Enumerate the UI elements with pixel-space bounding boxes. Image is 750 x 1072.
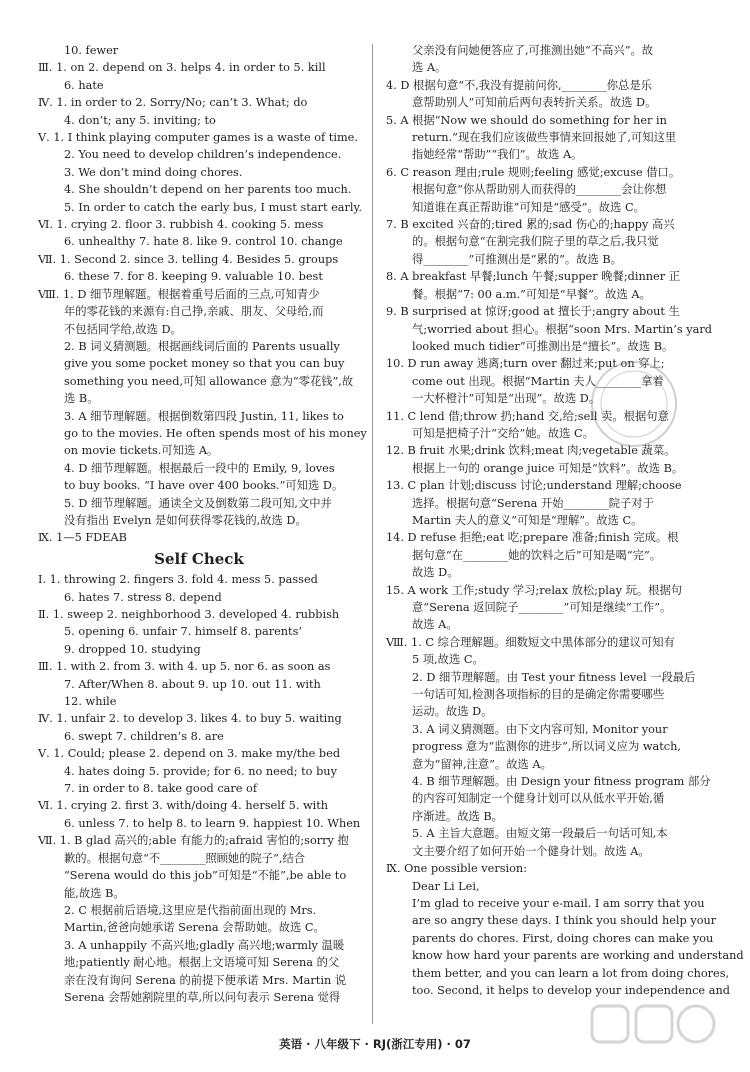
answer-line: 7. B excited 兴奋的;tired 累的;sad 伤心的;happy 高兴 <box>386 218 675 232</box>
answer-line: 故选 D。 <box>412 566 459 580</box>
answer-line: 能,故选 B。 <box>64 886 125 900</box>
answer-line: Ⅴ. 1. I think playing computer games is a waste of time. <box>38 131 358 145</box>
answer-line: Ⅰ. 1. throwing 2. fingers 3. fold 4. mess 5. passed <box>38 573 318 587</box>
answer-line: 没有指出 Evelyn 是如何获得零花钱的,故选 D。 <box>64 513 307 527</box>
answer-line: 3. We don’t mind doing chores. <box>64 165 243 179</box>
answer-line: 年的零花钱的来源有:自己挣,亲戚、朋友、父母给,而 <box>64 305 324 319</box>
answer-line: 3. A 细节理解题。根据倒数第四段 Justin, 11, likes to <box>64 409 344 423</box>
answer-line: 的内容可知制定一个健身计划可以从低水平开始,循 <box>412 792 665 806</box>
answer-line: 4. hates doing 5. provide; for 6. no need; to buy <box>64 764 337 778</box>
answer-line: 5. D 细节理解题。通读全文及倒数第二段可知,文中并 <box>64 496 332 510</box>
answer-line: 6. unhealthy 7. hate 8. like 9. control 10. change <box>64 235 343 249</box>
answer-line: them better, and you can learn a lot from doing chores, <box>412 966 730 980</box>
page-footer: 英语 · 八年级下 · RJ(浙江专用) · 07 <box>279 1037 471 1051</box>
answer-line: Ⅷ. 1. D 细节理解题。根据着重号后面的三点,可知青少 <box>38 287 320 301</box>
right-column <box>386 42 744 999</box>
answer-line: give you some pocket money so that you can buy <box>64 357 345 371</box>
answer-line: 意“Serena 返回院子________”可知是继续“工作”。 <box>412 601 672 614</box>
answer-line: Martin,爸爸向她承诺 Serena 会帮助她。故选 C。 <box>64 921 325 935</box>
answer-line: 2. D 细节理解题。由 Test your fitness level 一段最后 <box>412 670 696 684</box>
answer-line: Ⅵ. 1. crying 2. first 3. with/doing 4. herself 5. with <box>38 799 329 813</box>
answer-line: 11. C lend 借;throw 扔;hand 交,给;sell 卖。根据句意 <box>386 409 669 423</box>
answer-line: 选 A。 <box>412 61 447 75</box>
answer-line: I’m glad to receive your e-mail. I am sorry that you <box>412 896 705 910</box>
answer-line: 一句话可知,检测各项指标的目的是确定你需要哪些 <box>412 688 665 702</box>
answer-line: 6. unless 7. to help 8. to learn 9. happiest 10. When <box>64 816 361 830</box>
answer-line: 6. hate <box>64 78 104 92</box>
answer-line: Serena 会帮她割院里的草,所以问句表示 Serena 觉得 <box>64 990 341 1004</box>
answer-line: 序渐进。故选 B。 <box>412 809 503 823</box>
watermark-logo-icon <box>590 1002 720 1058</box>
answer-line: 6. these 7. for 8. keeping 9. valuable 10. best <box>64 270 323 284</box>
answer-line: 3. A unhappily 不高兴地;gladly 高兴地;warmly 温暖 <box>64 938 345 952</box>
answer-line: 亲在没有询问 Serena 的前提下便承诺 Mrs. Martin 说 <box>64 973 347 987</box>
section-title: Self Check <box>154 549 244 568</box>
left-column <box>38 42 367 1006</box>
answer-line: 7. After/When 8. about 9. up 10. out 11. with <box>64 677 321 691</box>
answer-line: 歉的。根据句意“不________照顾她的院子”,结合 <box>64 851 306 865</box>
answer-line: something you need,可知 allowance 意为“零花钱”,故 <box>64 374 354 388</box>
answer-line: 地;patiently 耐心地。根据上文语境可知 Serena 的父 <box>64 956 340 970</box>
answers-self-check <box>38 571 360 1006</box>
answer-line: 5. A 根据“Now we should do something for her in <box>386 113 667 127</box>
answer-line: Ⅸ. One possible version: <box>386 862 528 876</box>
answer-line: to buy books. “I have over 400 books.”可知选 D。 <box>64 479 344 493</box>
answer-line: 13. C plan 计划;discuss 讨论;understand 理解;choose <box>386 479 682 493</box>
answer-line: 14. D refuse 拒绝;eat 吃;prepare 准备;finish 完成。根 <box>386 531 679 545</box>
answer-line: 15. A work 工作;study 学习;relax 放松;play 玩。根据句 <box>386 583 683 597</box>
answer-line: 可知是把椅子汁“交给”她。故选 C。 <box>412 426 594 440</box>
answer-line: 4. She shouldn’t depend on her parents too much. <box>64 183 352 197</box>
answer-line: 得________”可推测出是“累的”。故选 B。 <box>412 252 622 266</box>
answer-line: 故选 A。 <box>412 618 458 632</box>
answer-line: 6. swept 7. children’s 8. are <box>64 729 224 743</box>
answer-line: 的。根据句意“在割完我们院子里的草之后,我只觉 <box>412 235 659 249</box>
answer-line: 指她经常“帮助”“我们”。故选 A。 <box>412 148 583 162</box>
answer-line: 父亲没有问她便答应了,可推测出她“不高兴”。故 <box>412 44 654 57</box>
answer-line: Ⅶ. 1. Second 2. since 3. telling 4. Besides 5. groups <box>38 252 339 266</box>
answer-line: 12. B fruit 水果;drink 饮料;meat 肉;vegetable 蔬菜。 <box>386 444 676 458</box>
answer-line: go to the movies. He often spends most of his money <box>64 426 367 440</box>
answer-line: Ⅴ. 1. Could; please 2. depend on 3. make my/the bed <box>38 747 341 761</box>
answer-line: progress 意为“监测你的进步”,所以词义应为 watch, <box>412 740 681 754</box>
answers-right <box>386 42 744 999</box>
answer-line: 根据上一句的 orange juice 可知是“饮料”。故选 B。 <box>412 461 684 475</box>
answer-line: 8. A breakfast 早餐;lunch 午餐;supper 晚餐;dinner 正 <box>386 270 681 284</box>
answer-line: 5. opening 6. unfair 7. himself 8. parents’ <box>64 625 302 639</box>
answer-line: 10. fewer <box>64 44 119 57</box>
answer-line: 6. C reason 理由;rule 规则;feeling 感觉;excuse 借口。 <box>386 165 681 179</box>
answer-line: 文主要介绍了如何开始一个健身计划。故选 A。 <box>412 844 650 858</box>
answer-line: “Serena would do this job”可知是“不能”,be able to <box>64 869 347 883</box>
answer-line: 5 项,故选 C。 <box>412 653 484 667</box>
answers-part1 <box>38 42 367 547</box>
answer-line: come out 出现。根据“Martin 夫人________拿着 <box>412 374 664 388</box>
answer-line: 9. dropped 10. studying <box>64 642 201 656</box>
answer-line: 选择。根据句意“Serena 开始________院子对于 <box>412 496 654 510</box>
answer-line: 5. A 主旨大意题。由短文第一段最后一句话可知,本 <box>412 827 668 841</box>
answer-line: 4. D 根据句意“不,我没有提前问你,________你总是乐 <box>386 78 652 92</box>
answer-line: 餐。根据“7: 00 a.m.”可知是“早餐”。故选 A。 <box>412 287 651 301</box>
answer-line: 据句意“在________她的饮料之后”可知是喝“完”。 <box>412 548 662 562</box>
answer-line: 意为“留神,注意”。故选 A。 <box>412 757 552 771</box>
answer-line: 4. B 细节理解题。由 Design your fitness program 部分 <box>412 775 711 789</box>
answer-line: 选 B。 <box>64 392 99 406</box>
answer-line: 4. D 细节理解题。根据最后一段中的 Emily, 9, loves <box>64 461 335 475</box>
answer-line: 10. D run away 逃离;turn over 翻过来;put on 穿上; <box>386 357 665 371</box>
answer-line: Ⅲ. 1. with 2. from 3. with 4. up 5. nor 6. as soon as <box>38 660 331 674</box>
answer-line: Ⅶ. 1. B glad 高兴的;able 有能力的;afraid 害怕的;sorry 抱 <box>38 834 349 848</box>
column-divider <box>372 44 373 1024</box>
answer-line: 3. A 词义猜测题。由下文内容可知, Monitor your <box>412 722 668 736</box>
answer-line: 根据句意“你从帮助别人而获得的________会让你想 <box>412 183 667 197</box>
answer-line: Ⅳ. 1. unfair 2. to develop 3. likes 4. to buy 5. waiting <box>38 712 342 726</box>
answer-line: 7. in order to 8. take good care of <box>64 782 258 796</box>
answer-line: 运动。故选 D。 <box>412 705 493 719</box>
answer-line: 一大杯橙汁”可知是“出现”。故选 D。 <box>412 392 601 406</box>
answer-line: 2. You need to develop children’s independence. <box>64 148 342 162</box>
answer-line: parents do chores. First, doing chores can make you <box>412 931 714 945</box>
answer-line: 5. In order to catch the early bus, I must start early. <box>64 200 362 214</box>
answer-line: 不包括同学给,故选 D。 <box>64 322 182 336</box>
answer-line: Dear Li Lei, <box>412 879 480 893</box>
answer-line: 9. B surprised at 惊讶;good at 擅长于;angry about 生 <box>386 305 680 319</box>
answer-line: 2. B 词义猜测题。根据画线词后面的 Parents usually <box>64 339 340 353</box>
answer-line: Martin 夫人的意义”可知是“理解”。故选 C。 <box>412 513 643 527</box>
answer-line: too. Second, it helps to develop your independence and <box>412 983 730 997</box>
answer-line: Ⅵ. 1. crying 2. floor 3. rubbish 4. cooking 5. mess <box>38 218 324 232</box>
answer-line: are so angry these days. I think you should help your <box>412 914 717 928</box>
qr-stamp-icon <box>588 358 680 450</box>
answer-line: Ⅷ. 1. C 综合理解题。细数短文中黑体部分的建议可知有 <box>386 635 675 649</box>
answer-line: 2. C 根据前后语境,这里应是代指前面出现的 Mrs. <box>64 903 317 917</box>
answer-line: 知道谁在真正帮助谁”可知是“感受”。故选 C。 <box>412 200 645 214</box>
answer-line: Ⅸ. 1—5 FDEAB <box>38 531 127 545</box>
answer-line: on movie tickets.可知选 A。 <box>64 444 219 458</box>
answer-line: 气;worried about 担心。根据“soon Mrs. Martin’s yard <box>412 322 713 336</box>
answer-line: know how hard your parents are working and understand <box>412 949 744 963</box>
answer-line: 意帮助别人”可知前后两句表转折关系。故选 D。 <box>412 96 657 110</box>
answer-line: 4. don’t; any 5. inviting; to <box>64 113 216 127</box>
answer-line: 12. while <box>64 695 117 709</box>
answer-line: return.”现在我们应该做些事情来回报她了,可知这里 <box>412 131 677 145</box>
answer-line: looked much tidier”可推测出是“擅长”。故选 B。 <box>412 339 674 353</box>
answer-line: Ⅳ. 1. in order to 2. Sorry/No; can’t 3. What; do <box>38 96 308 110</box>
answer-line: 6. hates 7. stress 8. depend <box>64 590 222 604</box>
answer-line: Ⅲ. 1. on 2. depend on 3. helps 4. in order to 5. kill <box>38 61 326 75</box>
answer-line: Ⅱ. 1. sweep 2. neighborhood 3. developed 4. rubbish <box>38 608 340 621</box>
